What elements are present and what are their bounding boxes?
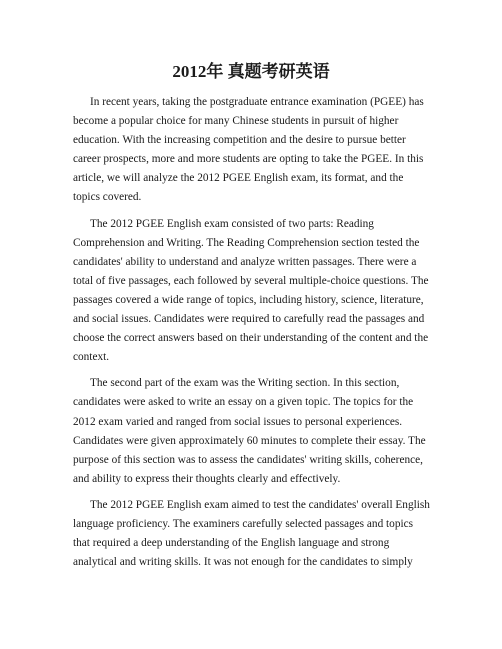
- document-title: 2012年 真题考研英语: [172, 62, 330, 81]
- paragraph-4: The 2012 PGEE English exam aimed to test the candidates' overall English language proficiency. The examiners carefully selected passages and topics that required a deep understanding of the English language and strong analytical and writing skills. It was not enough for the candidates to simply: [73, 498, 430, 569]
- paragraph-1: In recent years, taking the postgraduate entrance examination (PGEE) has become a popular choice for many Chinese students in pursuit of higher education. With the increasing competition and the desire to pursue better career prospects, more and more students are opting to take the PGEE. In this article, we will analyze the 2012 PGEE English exam, its format, and the topics covered.: [73, 96, 424, 204]
- paragraph-3: The second part of the exam was the Writing section. In this section, candidates were asked to write an essay on a given topic. The topics for the 2012 exam varied and ranged from social issues to personal experiences. Candidates were given approximately 60 minutes to complete their essay. The purpose of this section was to assess the candidates' writing skills, coherence, and ability to express their thoughts clearly and effectively.: [73, 377, 426, 485]
- paragraph-2: The 2012 PGEE English exam consisted of two parts: Reading Comprehension and Writing. The Reading Comprehension section tested the candidates' ability to understand and analyze written passages. There were a total of five passages, each followed by several multiple-choice questions. The passages covered a wide range of topics, including history, science, literature, and social issues. Candidates were required to carefully read the passages and choose the correct answers based on their understanding of the content and the context.: [73, 217, 429, 364]
- document-body: [73, 93, 431, 579]
